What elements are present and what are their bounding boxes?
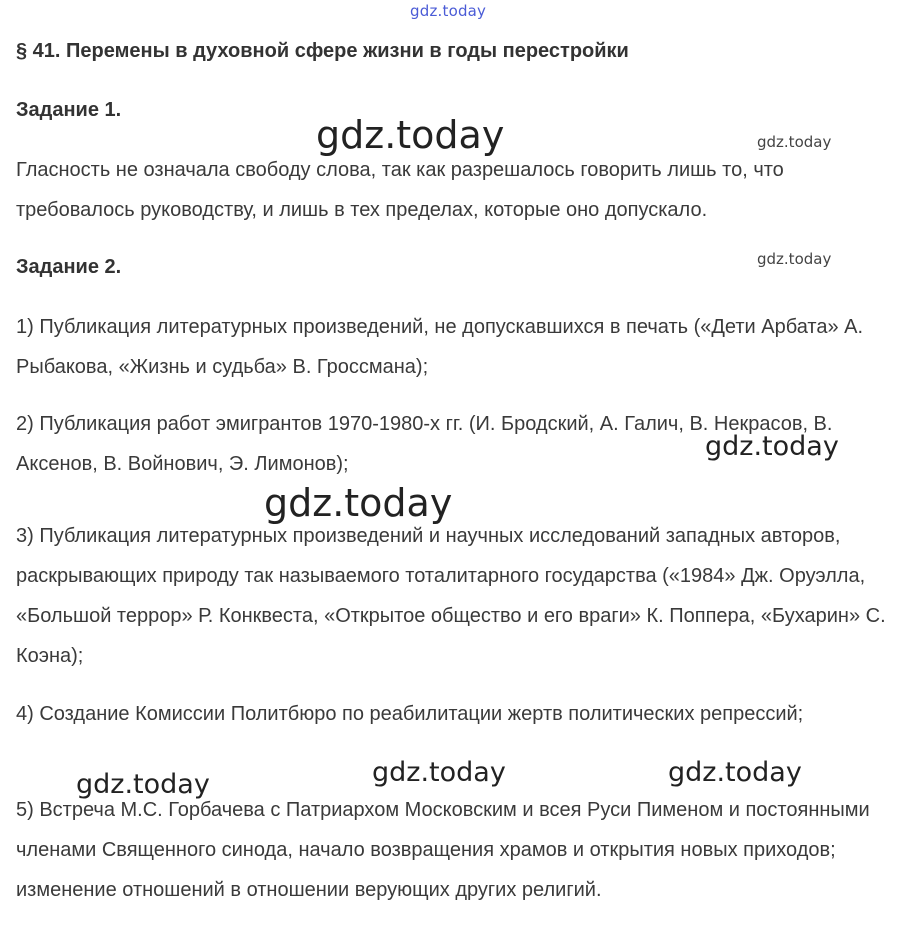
task-1-answer: Гласность не означала свободу слова, так как разрешалось говорить лишь то, что требовалось руководству, и лишь в тех пределах, которые оно допускало. (16, 159, 784, 221)
page-title: § 41. Перемены в духовной сфере жизни в годы перестройки (16, 40, 629, 62)
task-2-heading: Задание 2. (16, 256, 122, 278)
task-2-item-5: 5) Встреча М.С. Горбачева с Патриархом Московским и всея Руси Пименом и постоянными членами Священного синода, начало возвращения храмов и открытия новых приходов; изменение отношений в отношении верующих других религий. (16, 799, 870, 901)
watermark-top: gdz.today (410, 2, 487, 20)
task-2-item-2: 2) Публикация работ эмигрантов 1970-1980-х гг. (И. Бродский, А. Галич, В. Некрасов, В. Аксенов, В. Войнович, Э. Лимонов); (16, 413, 833, 475)
watermark-small-2: gdz.today (757, 250, 832, 268)
watermark-small-1: gdz.today (757, 133, 832, 151)
task-2-item-4: 4) Создание Комиссии Политбюро по реабилитации жертв политических репрессий; (16, 703, 804, 725)
watermark-medium-1: gdz.today (705, 431, 839, 462)
task-2-item-1: 1) Публикация литературных произведений, не допускавшихся в печать («Дети Арбата» А. Рыбакова, «Жизнь и судьба» В. Гроссмана); (16, 316, 864, 378)
task-2-item-3: 3) Публикация литературных произведений и научных исследований западных авторов, раскрывающих природу так называемого тоталитарного государства («1984» Дж. Оруэлла, «Большой террор» Р. Конквеста, «Открытое общество и его враги» К. Поппера, «Бухарин» С. Коэна); (16, 525, 886, 667)
watermark-medium-2: gdz.today (76, 769, 210, 800)
task-1-heading: Задание 1. (16, 99, 122, 121)
watermark-medium-3: gdz.today (372, 757, 506, 788)
watermark-medium-4: gdz.today (668, 757, 802, 788)
watermark-large-2: gdz.today (264, 481, 453, 525)
watermark-large-1: gdz.today (316, 113, 505, 157)
